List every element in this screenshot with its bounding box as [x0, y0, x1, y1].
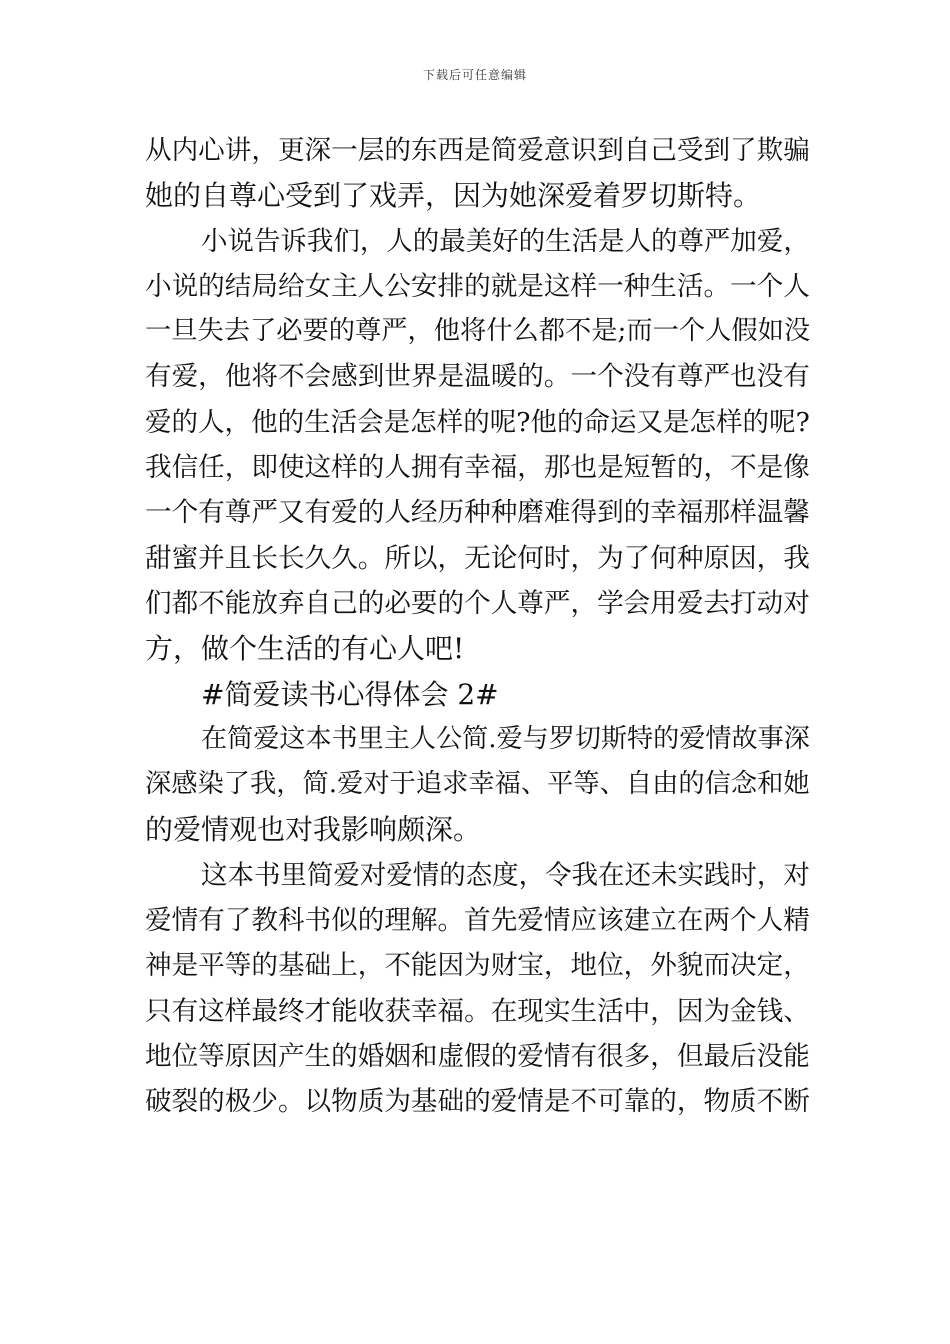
text-line: 神是平等的基础上，不能因为财宝，地位，外貌而决定， [145, 950, 810, 982]
text-line: 破裂的极少。以物质为基础的爱情是不可靠的，物质不断 [145, 1086, 810, 1118]
text-line: 爱情有了教科书似的理解。首先爱情应该建立在两个人精 [145, 905, 810, 937]
text-line: 一个有尊严又有爱的人经历种种磨难得到的幸福那样温馨 [145, 497, 810, 529]
text-line: 从内心讲，更深一层的东西是简爱意识到自己受到了欺骗 [145, 135, 810, 166]
text-line: #简爱读书心得体会 2# [201, 677, 499, 711]
text-line: 深感染了我，简.爱对于追求幸福、平等、自由的信念和她 [145, 769, 810, 800]
text-line: 的爱情观也对我影响颇深。 [145, 813, 482, 847]
text-line: 爱的人，他的生活会是怎样的呢?他的命运又是怎样的呢? [145, 406, 810, 438]
text-line: 我信任，即使这样的人拥有幸福，那也是短暂的，不是像 [145, 452, 810, 484]
page-header: 下载后可任意编辑 [422, 68, 527, 82]
text-line: 只有这样最终才能收获幸福。在现实生活中，因为金钱、 [145, 995, 810, 1027]
text-line: 甜蜜并且长长久久。所以，无论何时，为了何种原因，我 [145, 542, 810, 574]
text-line: 有爱，他将不会感到世界是温暖的。一个没有尊严也没有 [145, 361, 810, 393]
document-body [145, 128, 810, 1125]
text-line: 小说告诉我们，人的最美好的生活是人的尊严加爱， [201, 225, 810, 257]
text-line: 地位等原因产生的婚姻和虚假的爱情有很多，但最后没能 [145, 1040, 810, 1072]
text-line: 一旦失去了必要的尊严，他将什么都不是;而一个人假如没 [145, 316, 811, 347]
text-line: 在简爱这本书里主人公简.爱与罗切斯特的爱情故事深 [201, 723, 810, 754]
text-line: 小说的结局给女主人公安排的就是这样一种生活。一个人 [145, 270, 810, 302]
text-line: 方，做个生活的有心人吧! [145, 632, 465, 666]
text-line: 她的自尊心受到了戏弄，因为她深爱着罗切斯特。 [145, 179, 762, 213]
text-line: 们都不能放弃自己的必要的个人尊严，学会用爱去打动对 [145, 587, 810, 619]
text-line: 这本书里简爱对爱情的态度，令我在还未实践时，对 [201, 859, 810, 891]
